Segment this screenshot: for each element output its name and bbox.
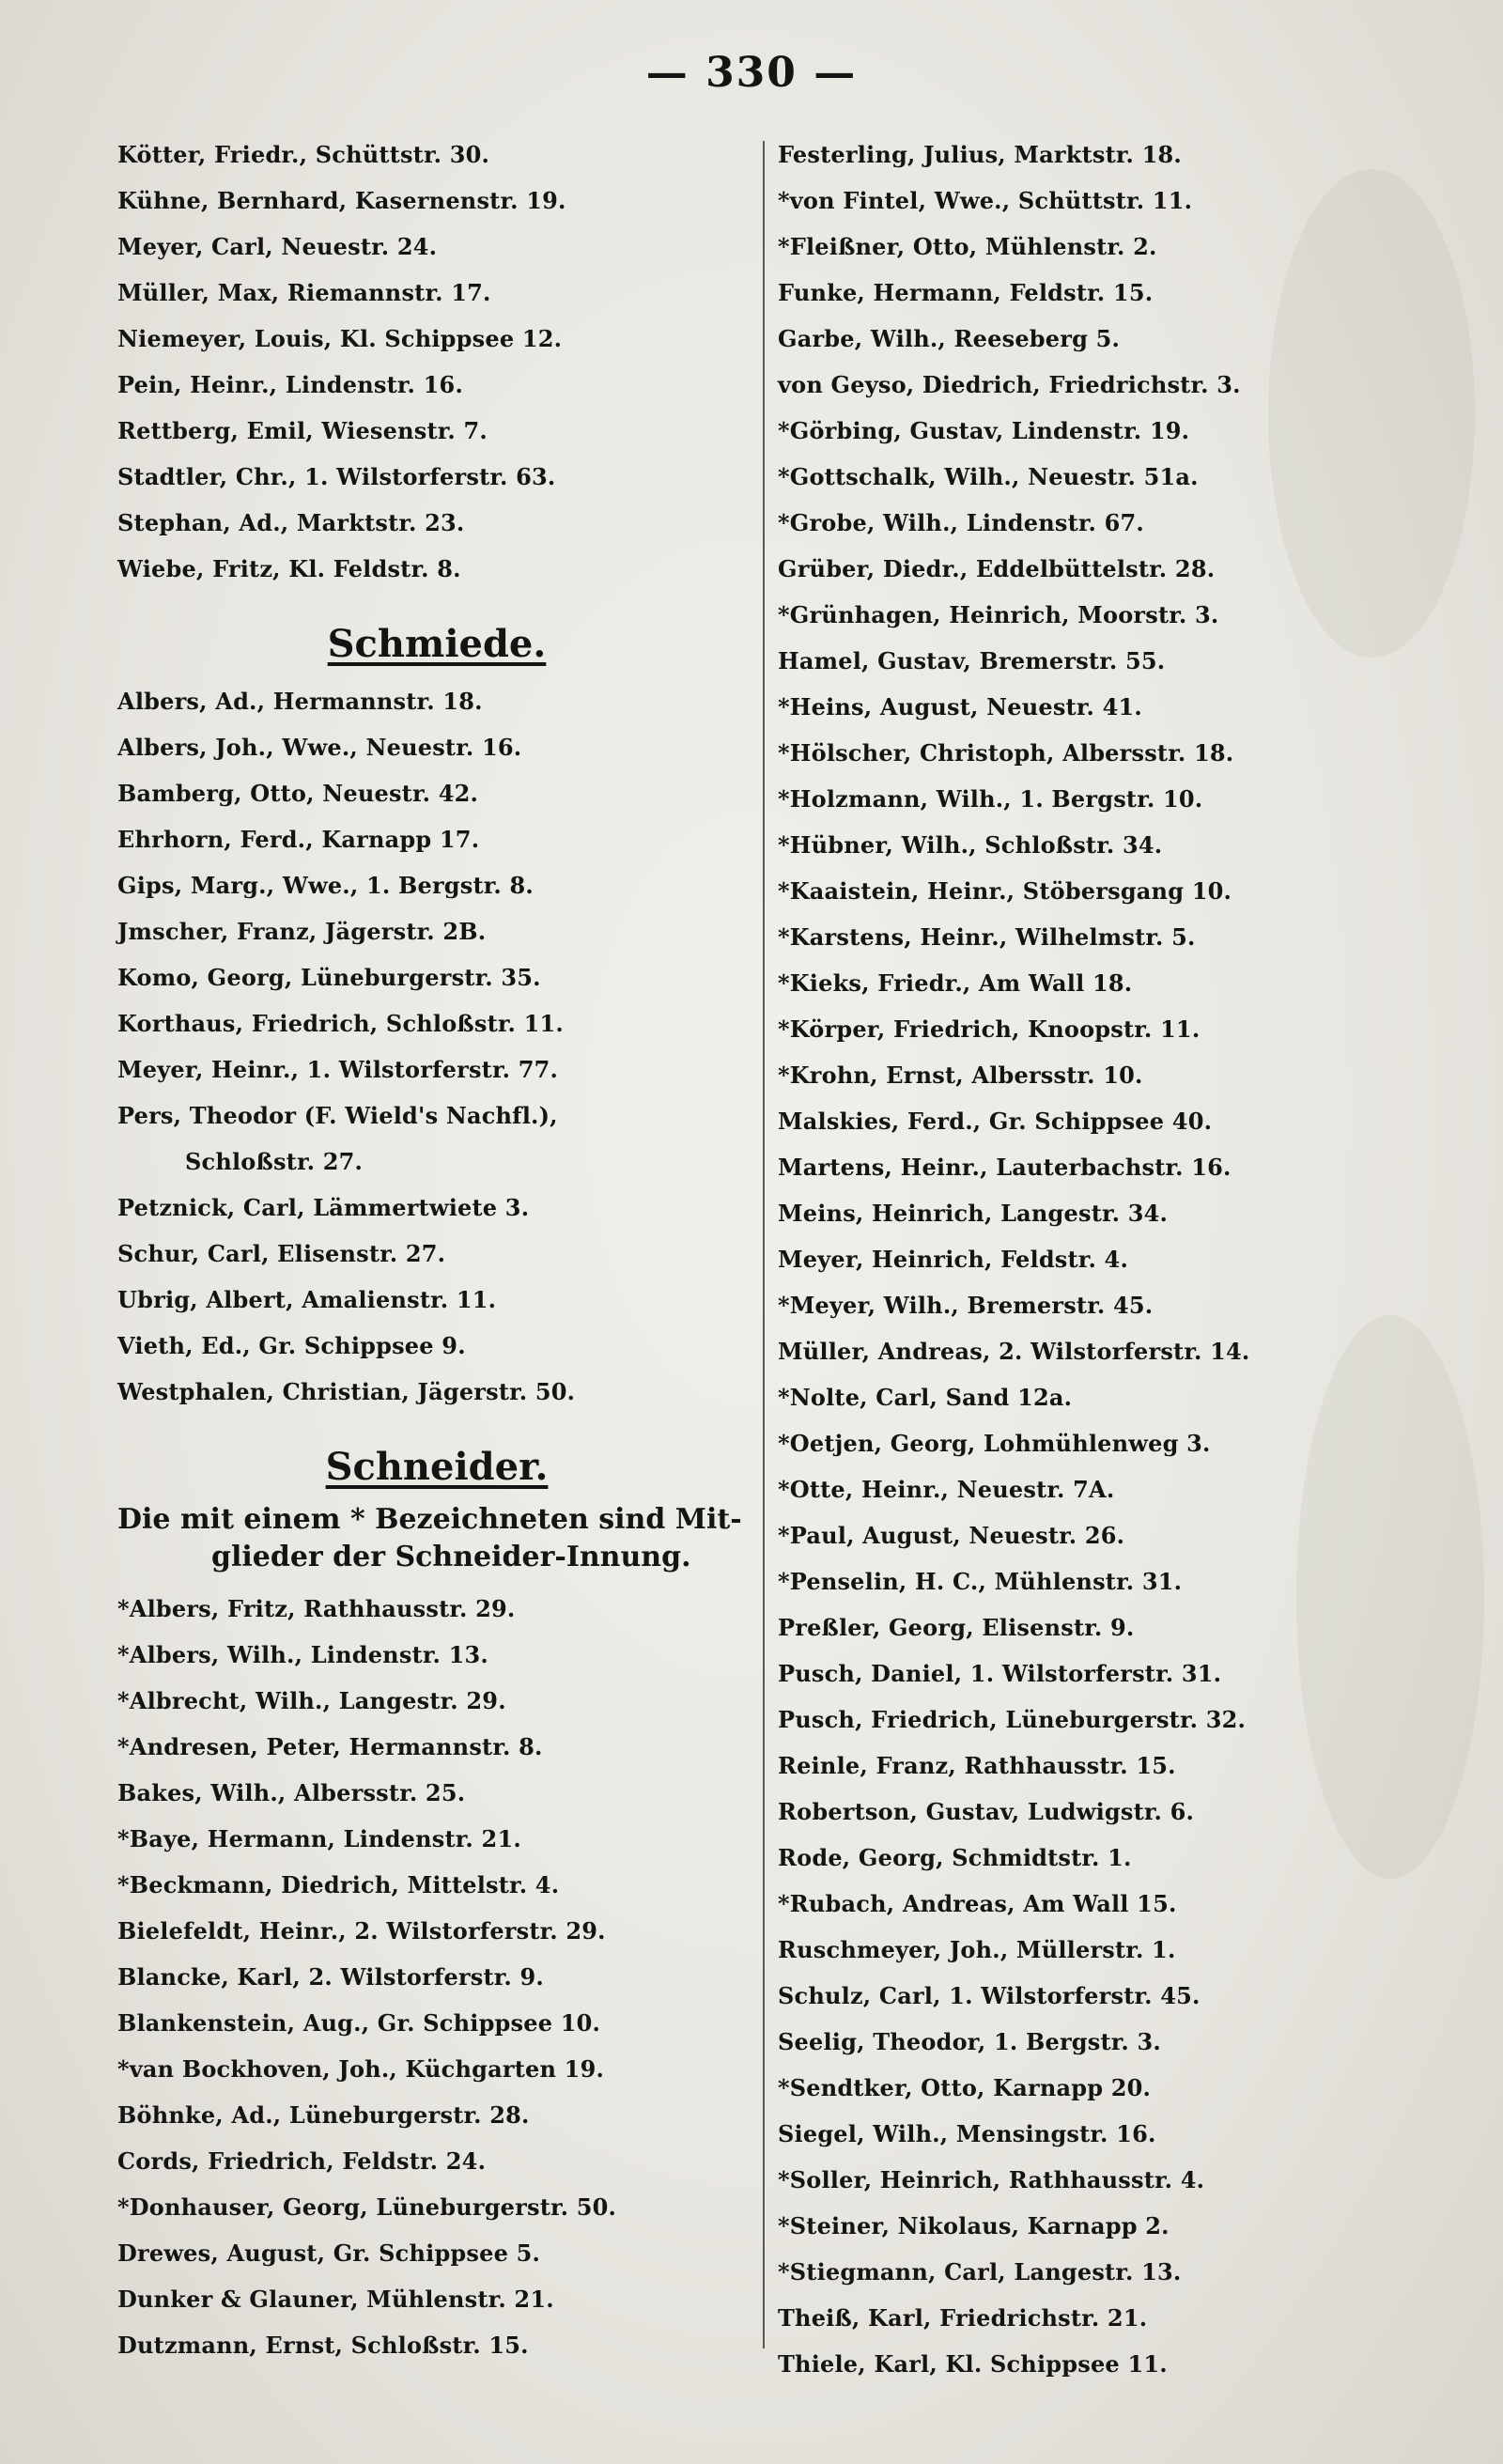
list-item: Rode, Georg, Schmidtstr. 1. [778, 1844, 1132, 1871]
right-column [778, 132, 1435, 2387]
section-heading-schmiede: Schmiede. [327, 622, 547, 666]
list-item: *Gottschalk, Wilh., Neuestr. 51a. [778, 463, 1199, 490]
list-item: Westphalen, Christian, Jägerstr. 50. [117, 1378, 576, 1405]
list-item: Kühne, Bernhard, Kasernenstr. 19. [117, 187, 566, 214]
list-item: *Kaaistein, Heinr., Stöbersgang 10. [778, 877, 1232, 905]
list-item: von Geyso, Diedrich, Friedrichstr. 3. [778, 371, 1241, 398]
section-note [117, 1501, 756, 1576]
list-item: *Heins, August, Neuestr. 41. [778, 693, 1142, 721]
list-item: Albers, Ad., Hermannstr. 18. [117, 688, 483, 715]
list-item: *Paul, August, Neuestr. 26. [778, 1522, 1125, 1549]
left-column [117, 132, 775, 2368]
list-item: Wiebe, Fritz, Kl. Feldstr. 8. [117, 555, 461, 582]
list-item: Stadtler, Chr., 1. Wilstorferstr. 63. [117, 463, 556, 490]
list-item: Drewes, August, Gr. Schippsee 5. [117, 2239, 541, 2267]
list-item: Preßler, Georg, Elisenstr. 9. [778, 1614, 1135, 1641]
list-item: Böhnke, Ad., Lüneburgerstr. 28. [117, 2101, 530, 2129]
list-item: Albers, Joh., Wwe., Neuestr. 16. [117, 734, 522, 761]
list-item: Stephan, Ad., Marktstr. 23. [117, 509, 465, 536]
list-item: *Donhauser, Georg, Lüneburgerstr. 50. [117, 2193, 617, 2221]
list-item: Bamberg, Otto, Neuestr. 42. [117, 780, 479, 807]
list-item: Komo, Georg, Lüneburgerstr. 35. [117, 964, 541, 991]
list-item: Ehrhorn, Ferd., Karnapp 17. [117, 826, 480, 853]
list-item: *Görbing, Gustav, Lindenstr. 19. [778, 417, 1190, 444]
list-item: *van Bockhoven, Joh., Küchgarten 19. [117, 2055, 605, 2083]
list-item: Bakes, Wilh., Albersstr. 25. [117, 1779, 466, 1806]
list-item: Theiß, Karl, Friedrichstr. 21. [778, 2304, 1148, 2332]
list-item: *Hölscher, Christoph, Albersstr. 18. [778, 739, 1234, 767]
list-item: Ruschmeyer, Joh., Müllerstr. 1. [778, 1936, 1176, 1963]
list-item: Blancke, Karl, 2. Wilstorferstr. 9. [117, 1963, 544, 1991]
list-item: Pusch, Daniel, 1. Wilstorferstr. 31. [778, 1660, 1222, 1687]
list-item: *Baye, Hermann, Lindenstr. 21. [117, 1825, 521, 1852]
list-item: Malskies, Ferd., Gr. Schippsee 40. [778, 1108, 1213, 1135]
list-item: Meyer, Carl, Neuestr. 24. [117, 233, 438, 260]
list-item: Cords, Friedrich, Feldstr. 24. [117, 2147, 487, 2175]
list-item: *von Fintel, Wwe., Schüttstr. 11. [778, 187, 1193, 214]
list-item: *Karstens, Heinr., Wilhelmstr. 5. [778, 923, 1196, 951]
list-item: Gips, Marg., Wwe., 1. Bergstr. 8. [117, 872, 534, 899]
note-line: glieder der Schneider-Innung. [211, 1541, 691, 1573]
list-item: *Steiner, Nikolaus, Karnapp 2. [778, 2212, 1170, 2239]
list-item: Garbe, Wilh., Reeseberg 5. [778, 325, 1121, 352]
list-item: Dutzmann, Ernst, Schloßstr. 15. [117, 2332, 529, 2359]
list-item: *Albers, Fritz, Rathhausstr. 29. [117, 1595, 516, 1622]
note-line: Die mit einem * Bezeichneten sind Mit- [117, 1503, 742, 1536]
list-item: Rettberg, Emil, Wiesenstr. 7. [117, 417, 488, 444]
list-item: Thiele, Karl, Kl. Schippsee 11. [778, 2350, 1168, 2378]
list-item: Korthaus, Friedrich, Schloßstr. 11. [117, 1010, 564, 1037]
list-item: Festerling, Julius, Marktstr. 18. [778, 141, 1182, 168]
list-item: Niemeyer, Louis, Kl. Schippsee 12. [117, 325, 563, 352]
list-item: Pein, Heinr., Lindenstr. 16. [117, 371, 464, 398]
list-item: *Sendtker, Otto, Karnapp 20. [778, 2074, 1152, 2101]
list-item: Siegel, Wilh., Mensingstr. 16. [778, 2120, 1156, 2147]
list-item: *Grünhagen, Heinrich, Moorstr. 3. [778, 601, 1219, 628]
list-item: Martens, Heinr., Lauterbachstr. 16. [778, 1154, 1232, 1181]
list-item: *Penselin, H. C., Mühlenstr. 31. [778, 1568, 1183, 1595]
list-item: Hamel, Gustav, Bremerstr. 55. [778, 647, 1166, 674]
page-number: — 330 — [645, 49, 858, 97]
list-item: *Andresen, Peter, Hermannstr. 8. [117, 1733, 543, 1760]
list-item: Bielefeldt, Heinr., 2. Wilstorferstr. 29. [117, 1917, 606, 1945]
section-heading-schneider: Schneider. [325, 1445, 549, 1489]
list-item: Meyer, Heinr., 1. Wilstorferstr. 77. [117, 1056, 559, 1083]
list-item: Müller, Max, Riemannstr. 17. [117, 279, 491, 306]
list-item: *Grobe, Wilh., Lindenstr. 67. [778, 509, 1144, 536]
list-item: *Meyer, Wilh., Bremerstr. 45. [778, 1292, 1154, 1319]
list-item: Meins, Heinrich, Langestr. 34. [778, 1200, 1169, 1227]
list-item: Pers, Theodor (F. Wield's Nachfl.), [117, 1102, 558, 1129]
list-item: Schur, Carl, Elisenstr. 27. [117, 1240, 446, 1267]
list-item: *Rubach, Andreas, Am Wall 15. [778, 1890, 1177, 1917]
list-item: *Krohn, Ernst, Albersstr. 10. [778, 1062, 1143, 1089]
list-item: Dunker & Glauner, Mühlenstr. 21. [117, 2286, 554, 2313]
list-item: *Albrecht, Wilh., Langestr. 29. [117, 1687, 506, 1714]
list-item: Seelig, Theodor, 1. Bergstr. 3. [778, 2028, 1161, 2055]
list-item: *Hübner, Wilh., Schloßstr. 34. [778, 831, 1163, 859]
list-item: Blankenstein, Aug., Gr. Schippsee 10. [117, 2009, 601, 2037]
list-item: *Beckmann, Diedrich, Mittelstr. 4. [117, 1871, 560, 1898]
list-item: *Holzmann, Wilh., 1. Bergstr. 10. [778, 785, 1203, 813]
list-item: *Nolte, Carl, Sand 12a. [778, 1384, 1073, 1411]
list-item: Kötter, Friedr., Schüttstr. 30. [117, 141, 490, 168]
list-item: *Stiegmann, Carl, Langestr. 13. [778, 2258, 1182, 2286]
list-item: Müller, Andreas, 2. Wilstorferstr. 14. [778, 1338, 1250, 1365]
list-item: Meyer, Heinrich, Feldstr. 4. [778, 1246, 1129, 1273]
list-item: Funke, Hermann, Feldstr. 15. [778, 279, 1154, 306]
list-item: *Fleißner, Otto, Mühlenstr. 2. [778, 233, 1157, 260]
list-item: Schulz, Carl, 1. Wilstorferstr. 45. [778, 1982, 1201, 2009]
list-item-continuation: Schloßstr. 27. [185, 1148, 364, 1175]
list-item: Reinle, Franz, Rathhausstr. 15. [778, 1752, 1176, 1779]
list-item: Jmscher, Franz, Jägerstr. 2B. [117, 918, 487, 945]
list-item: Grüber, Diedr., Eddelbüttelstr. 28. [778, 555, 1216, 582]
list-item: *Oetjen, Georg, Lohmühlenweg 3. [778, 1430, 1211, 1457]
list-item: *Kieks, Friedr., Am Wall 18. [778, 969, 1133, 997]
list-item: *Albers, Wilh., Lindenstr. 13. [117, 1641, 488, 1668]
list-item: *Körper, Friedrich, Knoopstr. 11. [778, 1015, 1201, 1043]
list-item: *Soller, Heinrich, Rathhausstr. 4. [778, 2166, 1205, 2193]
list-item: Robertson, Gustav, Ludwigstr. 6. [778, 1798, 1195, 1825]
list-item: Pusch, Friedrich, Lüneburgerstr. 32. [778, 1706, 1247, 1733]
list-item: Ubrig, Albert, Amalienstr. 11. [117, 1286, 497, 1313]
list-item: *Otte, Heinr., Neuestr. 7A. [778, 1476, 1115, 1503]
list-item: Petznick, Carl, Lämmertwiete 3. [117, 1194, 530, 1221]
list-item: Vieth, Ed., Gr. Schippsee 9. [117, 1332, 466, 1359]
